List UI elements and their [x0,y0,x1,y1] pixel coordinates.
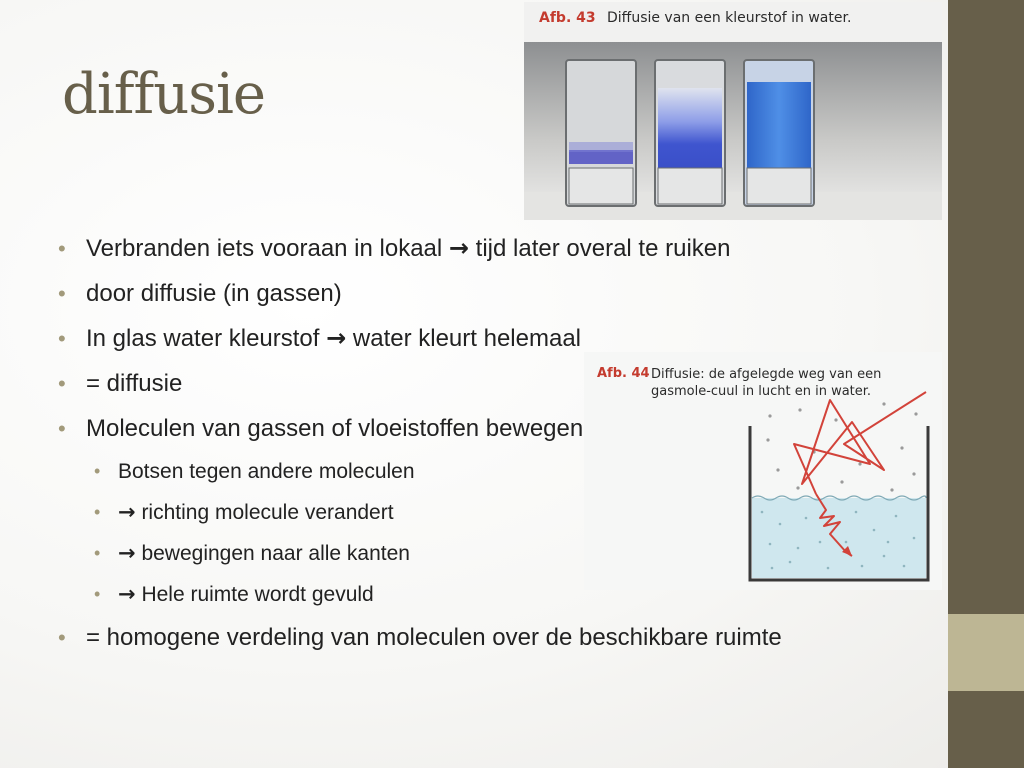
right-accent-block [948,614,1024,691]
figure-44-caption: Diffusie: de afgelegde weg van een gasmole-cuul in lucht en in water. [651,367,882,399]
bullet-icon: • [58,236,66,261]
bullet-item [58,365,898,402]
sub-bullet-item [58,537,898,570]
glass-3 [744,60,814,206]
arrow-icon: → [118,582,136,606]
bullet-text: = homogene verdeling van moleculen over de beschikbare ruimte [86,624,782,651]
bullet-text: = diffusie [86,370,183,397]
bullet-text: bewegingen naar alle kanten [135,542,410,565]
sub-bullet-item [58,455,898,488]
bullet-item [58,320,898,357]
bullet-icon: • [58,371,66,396]
bullet-icon: • [58,416,66,441]
sub-bullet-item [58,496,898,529]
arrow-icon: → [118,541,136,565]
bullet-icon: • [58,326,66,351]
bullet-icon: • [94,584,101,604]
bullet-text: Moleculen van gassen of vloeistoffen bewegen [86,415,584,442]
slide-title: diffusie [62,62,266,127]
bullet-text: water kleurt helemaal [346,325,581,352]
bullet-item [58,275,898,312]
bullet-text: door diffusie (in gassen) [86,280,342,307]
bullet-item [58,619,898,656]
arrow-icon: → [448,234,470,262]
bullet-icon: • [94,461,101,481]
bullet-text: In glas water kleurstof [86,325,327,352]
figure-43-number: Afb. 43 [539,10,596,26]
bullet-list [58,230,898,664]
bullet-text: tijd later overal te ruiken [469,235,731,262]
bullet-icon: • [94,543,101,563]
bullet-icon: • [58,625,66,650]
bullet-text: Hele ruimte wordt gevuld [135,583,374,606]
bullet-text: Botsen tegen andere moleculen [118,460,415,483]
figure-43-caption: Diffusie van een kleurstof in water. [607,10,852,26]
figure-44-number: Afb. 44 [597,366,650,381]
bullet-item [58,410,898,447]
bullet-text: Verbranden iets vooraan in lokaal [86,235,449,262]
bullet-text: richting molecule verandert [135,501,394,524]
three-glasses-photo-icon [524,42,942,220]
arrow-icon: → [326,324,347,352]
figure-43 [524,2,942,220]
glass-2 [655,60,725,206]
bullet-item [58,230,898,267]
arrow-icon: → [118,500,136,524]
bullet-icon: • [94,502,101,522]
sub-bullet-item [58,578,898,611]
bullet-icon: • [58,281,66,306]
glass-1 [566,60,636,206]
